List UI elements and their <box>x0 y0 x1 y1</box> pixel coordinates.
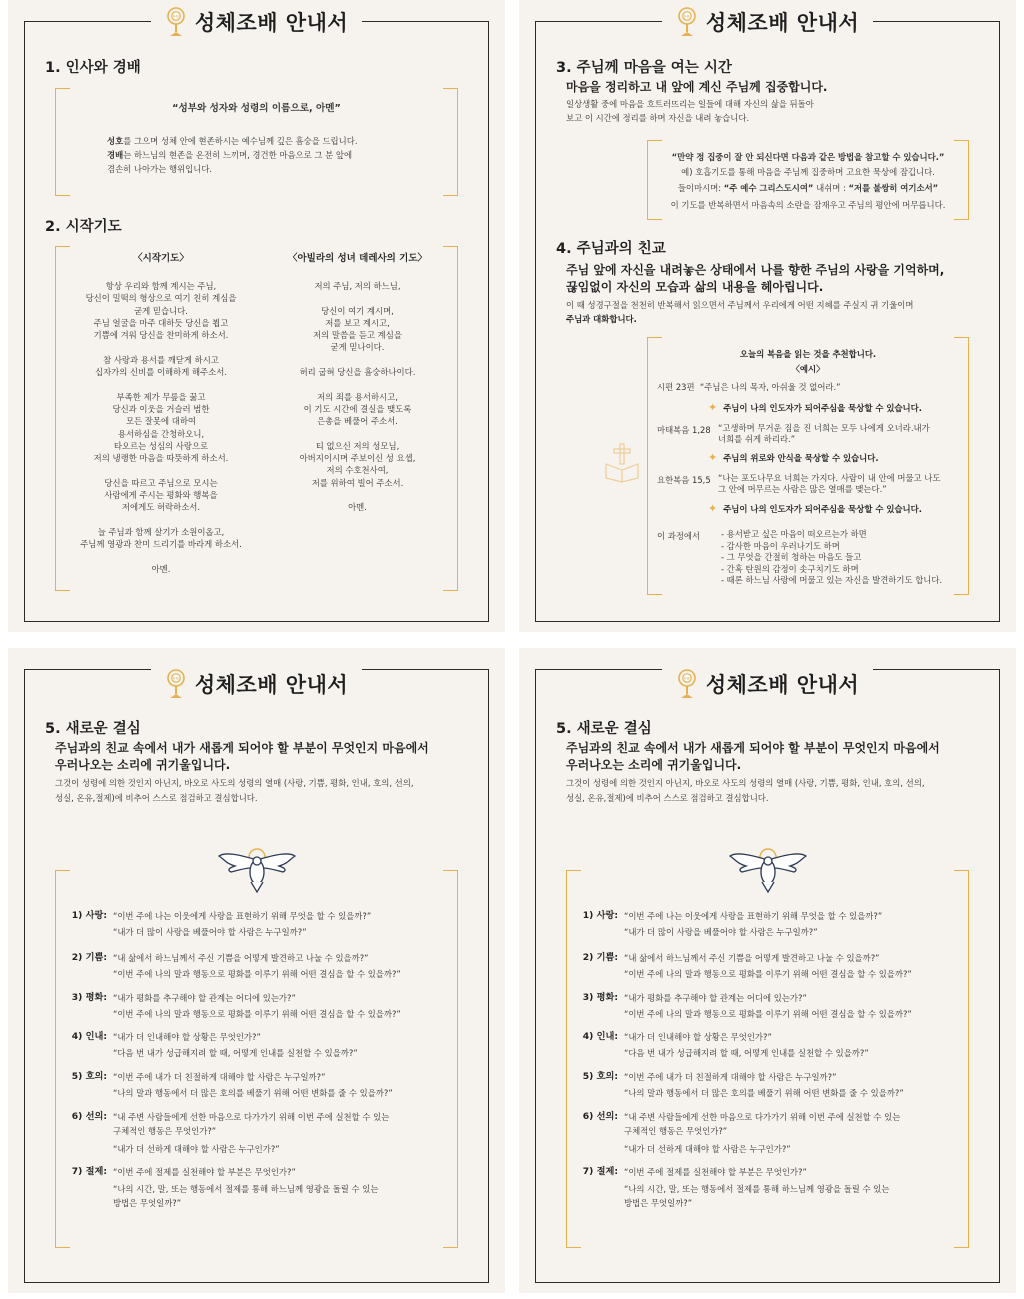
monstrance-icon <box>676 669 698 699</box>
monstrance-icon <box>676 7 698 37</box>
virtue-row: 7) 절제: “이번 주에 절제를 실천해야 할 부분은 무엇인가?” “나의 시간, 말, 또는 행동에서 절제를 통해 하느님께 영광을 돌릴 수 있는 방법은 무엇일까?” <box>580 1164 889 1210</box>
communion-subheading-1: 주님 앞에 자신을 내려놓은 상태에서 나를 향한 주님의 사랑을 기억하며, <box>566 263 945 277</box>
virtue-label: 7) 절제: <box>582 1166 618 1177</box>
virtue-row: 3) 평화: “내가 평화를 추구해야 할 관계는 어디에 있는가?” “이번 주에 나의 말과 행동으로 평화를 이루기 위해 어떤 결심을 할 수 있을까?” <box>69 990 401 1022</box>
sign-of-cross-quote: “성부와 성자와 성령의 이름으로, 아멘” <box>172 103 341 114</box>
virtue-row: 1) 사랑: “이번 주에 나는 이웃에게 사랑을 표현하기 위해 무엇을 할 수 있을까?” “내가 더 많이 사랑을 베풀어야 할 사람은 누구일까?” <box>69 908 371 940</box>
virtue-row: 4) 인내: “내가 더 인내해야 할 상황은 무엇인가?” “다음 번 내가 성급해지려 할 때, 어떻게 인내를 실천할 수 있을까?” <box>580 1029 869 1061</box>
virtue-row: 6) 선의: “내 주변 사람들에게 선한 마음으로 다가가기 위해 이번 주에 실천할 수 있는 구체적인 행동은 무엇인가?” “내가 더 선하게 대해야 할 사람은 누구인가?” <box>69 1109 389 1156</box>
open-heart-text-2: 보고 이 시간에 정리를 하며 자신을 내려 놓습니다. <box>566 113 750 123</box>
virtue-label: 6) 선의: <box>582 1111 618 1122</box>
open-heart-subheading: 마음을 정리하고 내 앞에 계신 주님께 집중합니다. <box>566 80 828 94</box>
virtue-label: 7) 절제: <box>71 1166 107 1177</box>
virtue-label: 3) 평화: <box>71 992 107 1003</box>
prayer-box <box>55 246 458 591</box>
breathing-repeat: 이 기도를 반복하면서 마음속의 소란을 잠재우고 주님의 평안에 머무릅니다. <box>670 200 946 210</box>
meditation-2: ✦ 주님의 위로와 안식을 묵상할 수 있습니다. <box>708 451 879 464</box>
monstrance-icon <box>165 7 187 37</box>
virtue-label: 6) 선의: <box>71 1111 107 1122</box>
section-heading-greeting: 1. 인사와 경배 <box>45 60 141 76</box>
page-title: 성체조배 안내서 <box>194 673 349 697</box>
virtue-label: 4) 인내: <box>582 1031 618 1042</box>
greeting-line-2: 경배는 하느님의 현존을 온전히 느끼며, 경건한 마음으로 그 분 앞에 <box>107 150 353 160</box>
process-list <box>721 529 942 587</box>
resolution-subheading-2: 우러나오는 소리에 귀기울입니다. <box>55 758 231 772</box>
greeting-box <box>55 88 458 196</box>
page-header <box>519 668 1016 700</box>
virtue-label: 1) 사랑: <box>582 910 618 921</box>
list-item: - 감사한 마음이 우러나기도 하며 <box>721 540 840 551</box>
page-1 <box>8 0 505 632</box>
breathing-tip: “만약 정 집중이 잘 안 되신다면 다음과 같은 방법을 참고할 수 있습니다.” <box>671 152 945 162</box>
resolution-text-2: 성실, 온유,절제)에 비추어 스스로 점검하고 결심합니다. <box>55 793 258 803</box>
page-2 <box>519 0 1016 632</box>
list-item: - 간혹 탄원의 감정이 솟구치기도 하며 <box>721 563 859 574</box>
teresa-prayer-title: 〈아빌라의 성녀 데레사의 기도〉 <box>287 253 428 264</box>
section-heading-resolution: 5. 새로운 결심 <box>556 721 652 737</box>
page-header <box>8 668 505 700</box>
virtues-box <box>566 870 969 1248</box>
opening-prayer-text: 항상 우리와 함께 계시는 주님, 당신이 밀떡의 형상으로 여기 친히 계심을 굳게 믿습니다. 주님 얼굴을 마주 대하듯 당신을 뵙고 기쁨에 겨워 당신을 찬미하게 하소서. 참 사랑과 용서를 깨닫게 하시고 십자가의 신비를 이해하게 해주소서. 부족한 제가 무릎을 꿇고 당신과 이웃을 거슬러 범한 모든 잘못에 대하여 용서하심을 간청하오니, 타오르는 성심의 사랑으로 저의 냉랭한 마음을 따뜻하게 하소서. 당신을 따르고 주님으로 모시는 사람에게 주시는 평화와 행복을 저에게도 허락하소서. 늘 주님과 함께 살기가 소원이옵고, 주님께 영광과 찬미 드리기를 바라게 하소서. 아멘. <box>80 281 242 574</box>
sparkle-icon: ✦ <box>708 451 718 464</box>
resolution-text-2: 성실, 온유,절제)에 비추어 스스로 점검하고 결심합니다. <box>566 793 769 803</box>
meditation-1: ✦ 주님이 나의 인도자가 되어주심을 묵상할 수 있습니다. <box>708 401 922 414</box>
page-title: 성체조배 안내서 <box>194 11 349 35</box>
list-item: - 용서받고 싶은 마음이 떠오르는가 하면 <box>721 529 867 539</box>
example-2-text: “고생하며 무거운 짐을 진 너희는 모두 나에게 오너라.내가 너희를 쉬게 하리라.” <box>718 423 930 444</box>
gospel-recommend: 오늘의 복음을 읽는 것을 추천합니다. <box>739 349 877 359</box>
virtue-label: 4) 인내: <box>71 1031 107 1042</box>
virtue-label: 2) 기쁨: <box>71 952 107 963</box>
virtues-box <box>55 870 458 1248</box>
page-header <box>519 6 1016 38</box>
virtue-row: 5) 호의: “이번 주에 내가 더 친절하게 대해야 할 사람은 누구일까?” “나의 말과 행동에서 더 많은 호의를 베풀기 위해 어떤 변화를 줄 수 있을까?” <box>69 1069 393 1101</box>
list-item: - 때론 하느님 사랑에 머물고 있는 자신을 발견하기도 합니다. <box>721 575 943 586</box>
page-3 <box>8 648 505 1293</box>
section-heading-communion: 4. 주님과의 친교 <box>556 241 666 257</box>
greeting-line-3: 겸손히 나아가는 행위입니다. <box>107 164 213 174</box>
virtue-row: 1) 사랑: “이번 주에 나는 이웃에게 사랑을 표현하기 위해 무엇을 할 수 있을까?” “내가 더 많이 사랑을 베풀어야 할 사람은 누구일까?” <box>580 908 882 940</box>
meditation-3: ✦ 주님이 나의 인도자가 되어주심을 묵상할 수 있습니다. <box>708 502 922 515</box>
example-2-ref: 마태복음 1,28 <box>657 425 711 435</box>
gospel-box <box>647 337 969 595</box>
communion-subheading-2: 끊임없이 자신의 모습과 삶의 내용을 헤아립니다. <box>566 280 824 294</box>
breathing-prayer-box <box>647 140 969 220</box>
teresa-prayer-text: 저의 주님, 저의 하느님, 당신이 여기 계시며, 저를 보고 계시고, 저의 말씀을 듣고 계심을 굳게 믿나이다. 허리 굽혀 당신을 흠숭하나이다. 저의 죄를 용서하시고, 이 기도 시간에 결실을 맺도록 은총을 베풀어 주소서. 티 없으신 저의 성모님, 아버지이시며 주보이신 성 요셉, 저의 수호천사여, 저를 위하여 빌어 주소서. 아멘. <box>299 281 416 513</box>
virtue-row: 2) 기쁨: “내 삶에서 하느님께서 주신 기쁨을 어떻게 발견하고 나눌 수 있을까?” “이번 주에 나의 말과 행동으로 평화를 이루기 위해 어떤 결심을 할 수 있을까?” <box>69 950 401 982</box>
sparkle-icon: ✦ <box>708 401 718 414</box>
example-3-text: “나는 포도나무요 너희는 가지다. 사람이 내 안에 머물고 나도 그 안에 머무르는 사람은 많은 열매를 맺는다.” <box>718 473 941 494</box>
virtue-row: 6) 선의: “내 주변 사람들에게 선한 마음으로 다가가기 위해 이번 주에 실천할 수 있는 구체적인 행동은 무엇인가?” “내가 더 선하게 대해야 할 사람은 누구인가?” <box>580 1109 900 1156</box>
virtue-label: 5) 호의: <box>582 1071 618 1082</box>
page-title: 성체조배 안내서 <box>705 11 860 35</box>
virtue-label: 1) 사랑: <box>71 910 107 921</box>
bible-cross-icon <box>600 442 644 484</box>
virtue-row: 3) 평화: “내가 평화를 추구해야 할 관계는 어디에 있는가?” “이번 주에 나의 말과 행동으로 평화를 이루기 위해 어떤 결심을 할 수 있을까?” <box>580 990 912 1022</box>
page-header <box>8 6 505 38</box>
open-heart-text-1: 일상생활 중에 마음을 흐트러뜨리는 일들에 대해 자신의 삶을 뒤돌아 <box>566 99 814 109</box>
breathing-example: 예) 호흡기도를 통해 마음을 주님께 집중하며 고요한 묵상에 잠깁니다. <box>681 167 935 177</box>
page-4 <box>519 648 1016 1293</box>
breathing-words: 들이마시며: “주 예수 그리스도시여” 내쉬며 : “저를 불쌍히 여기소서” <box>677 183 939 193</box>
opening-prayer-title: 〈시작기도〉 <box>133 253 189 264</box>
virtue-label: 3) 평화: <box>582 992 618 1003</box>
monstrance-icon <box>165 669 187 699</box>
virtue-row: 4) 인내: “내가 더 인내해야 할 상황은 무엇인가?” “다음 번 내가 성급해지려 할 때, 어떻게 인내를 실천할 수 있을까?” <box>69 1029 358 1061</box>
resolution-text-1: 그것이 성령에 의한 것인지 아닌지, 바오로 사도의 성령의 열매 (사랑, 기쁨, 평화, 인내, 호의, 선의, <box>566 778 925 788</box>
section-heading-open-heart: 3. 주님께 마음을 여는 시간 <box>556 60 732 76</box>
list-item: - 그 무엇을 간절히 청하는 마음도 들고 <box>721 552 862 563</box>
virtue-row: 2) 기쁨: “내 삶에서 하느님께서 주신 기쁨을 어떻게 발견하고 나눌 수 있을까?” “이번 주에 나의 말과 행동으로 평화를 이루기 위해 어떤 결심을 할 수 있을까?” <box>580 950 912 982</box>
section-heading-opening-prayer: 2. 시작기도 <box>45 219 122 235</box>
resolution-subheading-1: 주님과의 친교 속에서 내가 새롭게 되어야 할 부분이 무엇인지 마음에서 <box>55 741 429 755</box>
resolution-text-1: 그것이 성령에 의한 것인지 아닌지, 바오로 사도의 성령의 열매 (사랑, 기쁨, 평화, 인내, 호의, 선의, <box>55 778 414 788</box>
sparkle-icon: ✦ <box>708 502 718 515</box>
process-label: 이 과정에서 <box>657 531 701 541</box>
resolution-subheading-1: 주님과의 친교 속에서 내가 새롭게 되어야 할 부분이 무엇인지 마음에서 <box>566 741 940 755</box>
virtue-label: 2) 기쁨: <box>582 952 618 963</box>
communion-text-1: 이 때 성경구절을 천천히 반복해서 읽으면서 주님께서 우리에게 어떤 지혜를 주실지 귀 기울이며 <box>566 300 914 310</box>
example-3-ref: 요한복음 15,5 <box>657 475 711 485</box>
resolution-subheading-2: 우러나오는 소리에 귀기울입니다. <box>566 758 742 772</box>
page-title: 성체조배 안내서 <box>705 673 860 697</box>
section-heading-resolution: 5. 새로운 결심 <box>45 721 141 737</box>
example-label: 〈예시〉 <box>791 364 825 374</box>
virtue-row: 5) 호의: “이번 주에 내가 더 친절하게 대해야 할 사람은 누구일까?” “나의 말과 행동에서 더 많은 호의를 베풀기 위해 어떤 변화를 줄 수 있을까?” <box>580 1069 904 1101</box>
virtue-row: 7) 절제: “이번 주에 절제를 실천해야 할 부분은 무엇인가?” “나의 시간, 말, 또는 행동에서 절제를 통해 하느님께 영광을 돌릴 수 있는 방법은 무엇일까?” <box>69 1164 378 1210</box>
communion-text-2: 주님과 대화합니다. <box>566 314 637 324</box>
greeting-line-1: 성호를 그으며 성체 안에 현존하시는 예수님께 깊은 흠숭을 드립니다. <box>107 136 358 146</box>
virtue-label: 5) 호의: <box>71 1071 107 1082</box>
example-1: 시편 23편 “주님은 나의 목자, 아쉬울 것 없어라.” <box>657 382 841 392</box>
